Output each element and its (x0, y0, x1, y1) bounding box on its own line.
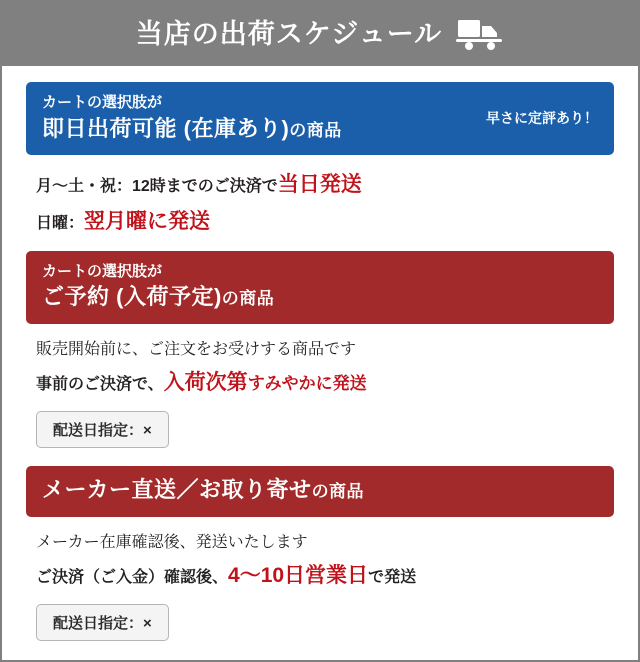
detail-highlight: 入荷次第 (163, 370, 248, 394)
banner-main-normal: の商品 (311, 482, 365, 502)
page-title: 当店の出荷スケジュール (135, 18, 443, 49)
banner-mainline (42, 282, 274, 312)
detail-line: 販売開始前に、ご注文をお受けする商品です (36, 340, 357, 358)
banner-main-strong: ご予約 (入荷予定) (42, 284, 222, 310)
banner-subline: カートの選択肢が (42, 94, 163, 111)
detail-line: メーカー在庫確認後、発送いたします (36, 533, 308, 551)
detail-suffix: すみやかに発送 (247, 373, 367, 393)
delivery-date-tag: 配送日指定：× (36, 604, 169, 641)
banner-main-normal: の商品 (289, 120, 342, 140)
banner-mainline (42, 114, 342, 144)
detail-line (36, 169, 604, 202)
detail-prefix: 事前のご決済で、 (36, 375, 164, 393)
banner-subline: カートの選択肢が (42, 262, 163, 280)
detail-highlight: 4～10日営業日 (228, 563, 369, 587)
detail-prefix: ご決済（ご入金）確認後、 (36, 568, 229, 586)
detail-line (36, 367, 604, 400)
banner-main-normal: の商品 (221, 289, 275, 309)
banner-text-group (42, 476, 364, 505)
banner-main-strong: 即日出荷可能 (在庫あり) (42, 115, 290, 141)
section-banner-dropship (26, 466, 614, 517)
detail-highlight: 当日発送 (277, 173, 362, 197)
section-banner-instock (26, 82, 614, 155)
detail-prefix: 月～土・祝：12時までのご決済で (36, 178, 278, 196)
detail-prefix: 日曜： (36, 214, 85, 232)
banner-text-group (42, 261, 274, 312)
schedule-body (2, 66, 638, 659)
detail-line (36, 206, 604, 239)
banner-text-group (42, 92, 342, 143)
detail-suffix: で発送 (368, 568, 417, 586)
banner-mainline (42, 476, 364, 505)
banner-main-strong: メーカー直送／お取り寄せ (42, 477, 312, 503)
delivery-date-tag: 配送日指定：× (36, 411, 169, 448)
banner-note: 早さに定評あり！ (486, 109, 598, 126)
section-details-dropship (26, 517, 614, 649)
page-header (2, 2, 638, 66)
delivery-truck-icon (456, 17, 504, 51)
section-details-instock (26, 155, 614, 250)
section-details-preorder (26, 324, 614, 456)
detail-line (36, 560, 604, 593)
detail-highlight: 翌月曜に発送 (84, 209, 211, 233)
section-banner-preorder (26, 251, 614, 324)
